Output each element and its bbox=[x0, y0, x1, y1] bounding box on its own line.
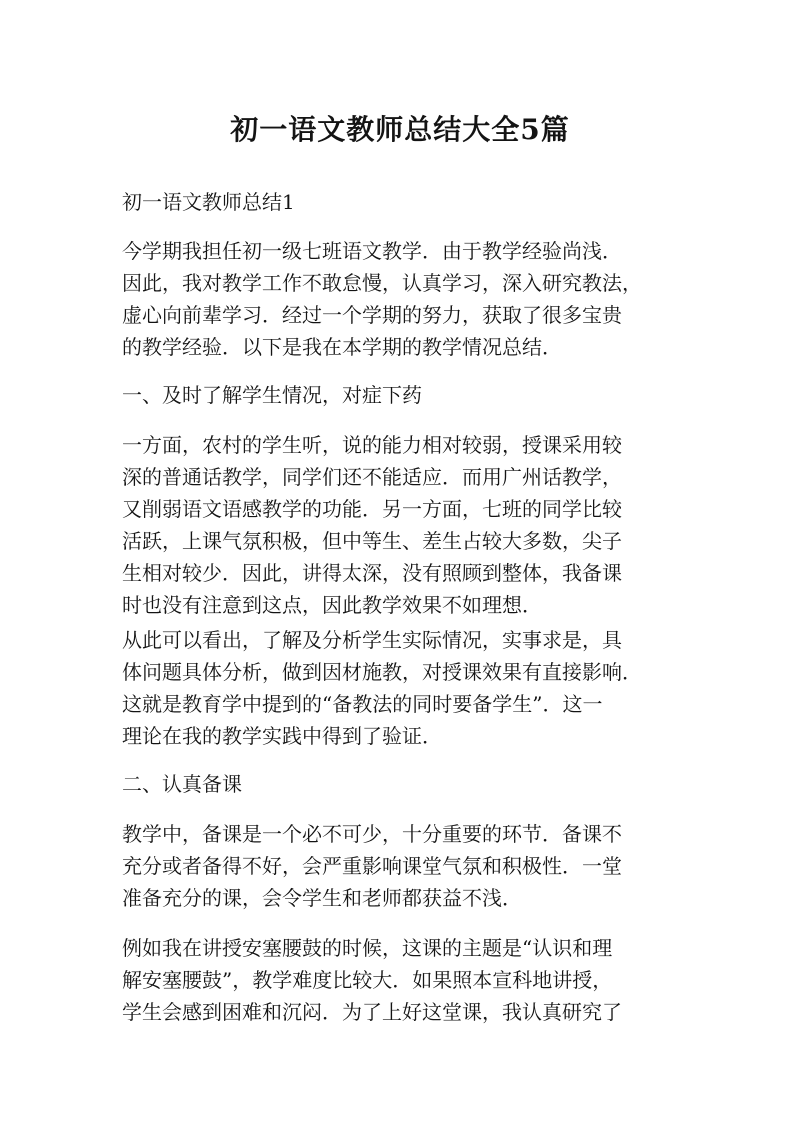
text-line: 从此可以看出，了解及分析学生实际情况，实事求是，具 bbox=[122, 628, 622, 652]
section-heading-2 bbox=[122, 768, 682, 800]
paragraph-preparation bbox=[122, 818, 682, 914]
paragraph-analysis bbox=[122, 624, 682, 752]
text-line: 虚心向前辈学习．经过一个学期的努力，获取了很多宝贵 bbox=[122, 303, 622, 327]
text-line: 学生会感到困难和沉闷．为了上好这堂课，我认真研究了 bbox=[122, 1000, 622, 1024]
text-line: 解安塞腰鼓”，教学难度比较大．如果照本宣科地讲授， bbox=[122, 968, 613, 992]
paragraph-intro bbox=[122, 235, 682, 363]
text-line: 体问题具体分析，做到因材施教，对授课效果有直接影响． bbox=[122, 660, 642, 684]
text-line: 一、及时了解学生情况，对症下药 bbox=[122, 383, 422, 407]
text-line: 因此，我对教学工作不敢怠慢，认真学习，深入研究教法， bbox=[122, 271, 642, 295]
text-line: 二、认真备课 bbox=[122, 772, 242, 796]
text-line: 准备充分的课，会令学生和老师都获益不浅． bbox=[122, 886, 522, 910]
text-line: 理论在我的教学实践中得到了验证． bbox=[122, 724, 442, 748]
paragraph-students bbox=[122, 429, 682, 621]
text-line: 例如我在讲授安塞腰鼓的时候，这课的主题是“认识和理 bbox=[122, 936, 613, 960]
text-line: 教学中，备课是一个必不可少，十分重要的环节．备课不 bbox=[122, 822, 622, 846]
text-line: 的教学经验．以下是我在本学期的教学情况总结． bbox=[122, 335, 562, 359]
text-line: 一方面，农村的学生听，说的能力相对较弱，授课采用较 bbox=[122, 433, 622, 457]
section-heading-summary-1 bbox=[122, 186, 682, 218]
text-line: 又削弱语文语感教学的功能．另一方面，七班的同学比较 bbox=[122, 497, 622, 521]
text-line: 活跃，上课气氛积极，但中等生、差生占较大多数，尖子 bbox=[122, 529, 622, 553]
text-line: 今学期我担任初一级七班语文教学．由于教学经验尚浅． bbox=[122, 239, 622, 263]
document-title: 初一语文教师总结大全5篇 bbox=[230, 113, 570, 146]
text-line: 这就是教育学中提到的“备教法的同时要备学生”．这一 bbox=[122, 692, 603, 716]
text-line: 初一语文教师总结1 bbox=[122, 190, 295, 214]
paragraph-example bbox=[122, 932, 682, 1028]
text-line: 深的普通话教学，同学们还不能适应．而用广州话教学， bbox=[122, 465, 622, 489]
text-line: 生相对较少．因此，讲得太深，没有照顾到整体，我备课 bbox=[122, 561, 622, 585]
section-heading-1 bbox=[122, 379, 682, 411]
text-line: 充分或者备得不好，会严重影响课堂气氛和积极性．一堂 bbox=[122, 854, 622, 878]
text-line: 时也没有注意到这点，因此教学效果不如理想． bbox=[122, 593, 542, 617]
